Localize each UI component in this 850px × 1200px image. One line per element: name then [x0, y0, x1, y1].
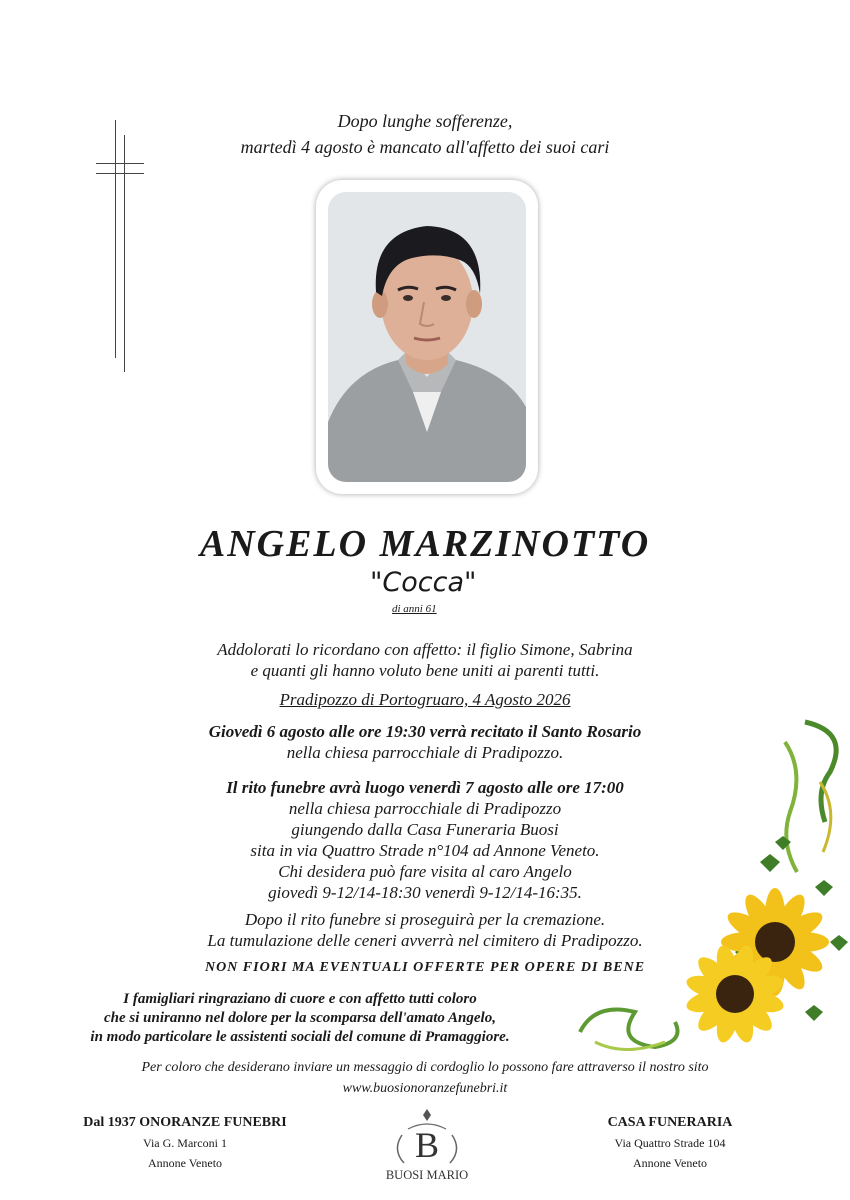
- mourners-text: [0, 639, 850, 681]
- logo-letter: B: [414, 1125, 440, 1165]
- footer-right-title: CASA FUNERARIA: [607, 1115, 733, 1130]
- footer-right-address: Via Quattro Strade 104: [614, 1136, 726, 1150]
- rosary-line: nella chiesa parrocchiale di Pradipozzo.: [286, 743, 564, 762]
- rite-line: Chi desidera può fare visita al caro Angelo: [278, 862, 572, 881]
- deceased-name: ANGELO MARZINOTTO: [199, 523, 651, 565]
- rosary-line: Giovedì 6 agosto alle ore 19:30 verrà recitato il Santo Rosario: [208, 722, 642, 741]
- intro-line: Dopo lunghe sofferenze,: [337, 111, 513, 131]
- rite-line: nella chiesa parrocchiale di Pradipozzo: [288, 799, 562, 818]
- rite-line: Il rito funebre avrà luogo venerdì 7 agosto alle ore 17:00: [226, 778, 624, 797]
- cremation-line: Dopo il rito funebre si proseguirà per la cremazione.: [244, 910, 606, 929]
- website-link[interactable]: www.buosionoranzefunebri.it: [342, 1081, 508, 1096]
- condolence-info: [0, 1057, 850, 1099]
- cremation-line: La tumulazione delle ceneri avverrà nel cimitero di Pradipozzo.: [207, 931, 643, 950]
- no-flowers-note: NON FIORI MA EVENTUALI OFFERTE PER OPERE DI BENE: [204, 960, 646, 975]
- footer-left-city: Annone Veneto: [147, 1156, 223, 1170]
- place-date: Pradipozzo di Portogruaro, 4 Agosto 2026: [279, 690, 571, 709]
- deceased-nickname: "Cocca": [370, 567, 477, 598]
- thanks-line: in modo particolare le assistenti sociali del comune di Pramaggiore.: [90, 1029, 510, 1045]
- portrait-photo: [328, 192, 526, 482]
- mourners-line: Addolorati lo ricordano con affetto: il figlio Simone, Sabrina: [217, 640, 633, 659]
- thanks-line: che si uniranno nel dolore per la scomparsa dell'amato Angelo,: [104, 1010, 496, 1026]
- intro-text: [0, 108, 850, 160]
- footer-right: [570, 1113, 770, 1173]
- thanks-text: [60, 990, 540, 1047]
- logo-text: BUOSI MARIO: [385, 1168, 469, 1182]
- condolence-line: Per coloro che desiderano inviare un messaggio di cordoglio lo possono fare attraverso il nostro sito: [141, 1060, 709, 1075]
- rite-line: giungendo dalla Casa Funeraria Buosi: [291, 820, 559, 839]
- sunflower-decoration: [575, 712, 850, 1062]
- footer-left: [60, 1113, 310, 1173]
- rite-line: giovedì 9-12/14-18:30 venerdì 9-12/14-16:35.: [268, 883, 582, 902]
- rite-line: sita in via Quattro Strade n°104 ad Annone Veneto.: [250, 841, 600, 860]
- footer-left-title: Dal 1937 ONORANZE FUNEBRI: [83, 1115, 287, 1130]
- footer-right-city: Annone Veneto: [632, 1156, 708, 1170]
- thanks-line: I famigliari ringraziano di cuore e con affetto tutti coloro: [123, 991, 477, 1007]
- intro-line: martedì 4 agosto è mancato all'affetto dei suoi cari: [240, 137, 610, 157]
- mourners-line: e quanti gli hanno voluto bene uniti ai parenti tutti.: [250, 661, 600, 680]
- deceased-age: di anni 61: [392, 603, 437, 615]
- buosi-logo: [372, 1105, 482, 1185]
- footer-left-address: Via G. Marconi 1: [143, 1136, 227, 1150]
- portrait-frame: [316, 180, 538, 494]
